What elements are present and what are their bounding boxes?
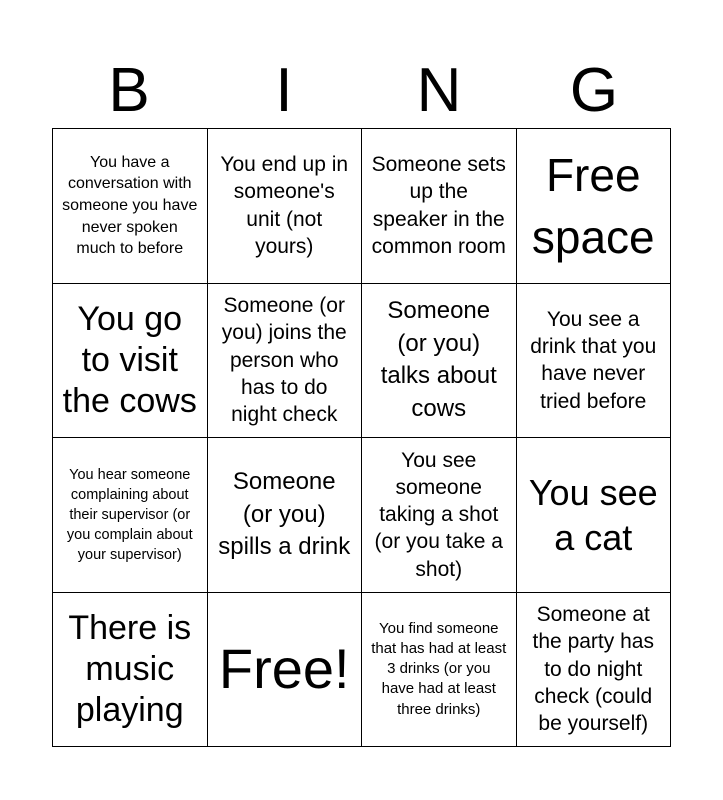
bingo-cell[interactable] [53, 284, 208, 439]
header-letter-n: N [416, 56, 462, 125]
header-letter-b: B [108, 56, 150, 125]
bingo-cell-text: You go to visit the cows [62, 300, 197, 420]
bingo-cell[interactable] [517, 284, 672, 439]
bingo-cell[interactable] [362, 593, 517, 748]
bingo-cell-text: You end up in someone's unit (not yours) [220, 153, 349, 259]
bingo-cell-text: You have a conversation with someone you have never spoken much to before [62, 153, 198, 258]
bingo-cell-text: Someone (or you) joins the person who has to do night check [221, 294, 347, 427]
bingo-card-grid [52, 128, 671, 747]
bingo-cell[interactable] [517, 438, 672, 593]
bingo-free-space[interactable] [517, 129, 672, 284]
bingo-cell[interactable] [362, 284, 517, 439]
header-letter-g: G [569, 56, 619, 125]
bingo-cell-text: Free space [531, 148, 655, 263]
bingo-cell[interactable] [53, 593, 208, 748]
header-letter-i: I [275, 56, 293, 125]
bingo-cell-text: You hear someone complaining about their supervisor (or you complain about your supervisor) [66, 466, 193, 563]
bingo-cell[interactable] [208, 284, 363, 439]
bingo-cell-text: Someone at the party has to do night check (could be yourself) [532, 603, 654, 736]
bingo-cell-text: You see a drink that you have never tried before [530, 307, 657, 413]
bingo-cell-text: You find someone that has had at least 3 drinks (or you have had at least three drinks) [371, 619, 507, 718]
bingo-header [52, 58, 671, 124]
bingo-cell-text: There is music playing [68, 609, 192, 729]
bingo-cell-text: Free! [218, 637, 350, 701]
bingo-cell[interactable] [208, 129, 363, 284]
bingo-free-space[interactable] [208, 593, 363, 748]
bingo-cell-text: You see someone taking a shot (or you take a shot) [374, 448, 503, 581]
bingo-cell[interactable] [53, 438, 208, 593]
bingo-cell-text: Someone (or you) spills a drink [218, 468, 351, 560]
bingo-cell[interactable] [53, 129, 208, 284]
bingo-cell[interactable] [208, 438, 363, 593]
bingo-cell[interactable] [362, 438, 517, 593]
bingo-cell[interactable] [362, 129, 517, 284]
bingo-cell[interactable] [517, 593, 672, 748]
bingo-cell-text: You see a cat [528, 471, 658, 558]
bingo-cell-text: Someone (or you) talks about cows [380, 297, 497, 422]
bingo-cell-text: Someone sets up the speaker in the common room [371, 153, 506, 259]
